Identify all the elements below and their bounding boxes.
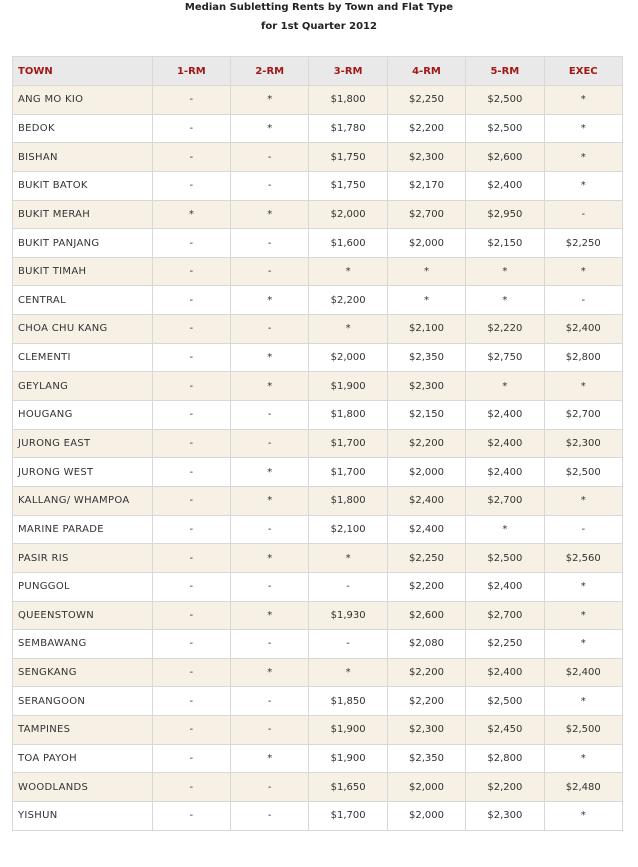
rm3-cell: $1,600 — [309, 229, 387, 258]
rm1-cell: - — [152, 515, 230, 544]
rm1-cell: - — [152, 143, 230, 172]
rm5-cell: * — [466, 372, 544, 401]
table-row — [13, 143, 623, 172]
rm2-cell: - — [231, 257, 309, 286]
rm2-cell: * — [231, 486, 309, 515]
table-row — [13, 744, 623, 773]
table-row — [13, 401, 623, 430]
exec-cell: - — [544, 515, 622, 544]
exec-cell: $2,700 — [544, 401, 622, 430]
rm3-cell: * — [309, 315, 387, 344]
rm3-cell: $1,780 — [309, 114, 387, 143]
exec-cell: $2,480 — [544, 773, 622, 802]
table-row — [13, 658, 623, 687]
rm3-cell: $2,000 — [309, 343, 387, 372]
rm1-cell: - — [152, 544, 230, 573]
rm5-cell: $2,600 — [466, 143, 544, 172]
table-row — [13, 114, 623, 143]
exec-cell: - — [544, 286, 622, 315]
rm2-cell: - — [231, 401, 309, 430]
table-row — [13, 86, 623, 115]
rm5-cell: $2,450 — [466, 716, 544, 745]
town-cell: SENGKANG — [13, 658, 153, 687]
exec-cell: $2,400 — [544, 315, 622, 344]
rm3-cell: $1,800 — [309, 486, 387, 515]
exec-cell: * — [544, 114, 622, 143]
rm1-cell: - — [152, 171, 230, 200]
rm3-cell: $1,850 — [309, 687, 387, 716]
town-cell: CENTRAL — [13, 286, 153, 315]
rm4-cell: $2,300 — [387, 372, 465, 401]
rm5-cell: $2,950 — [466, 200, 544, 229]
rm4-cell: $2,300 — [387, 716, 465, 745]
rm2-cell: * — [231, 286, 309, 315]
rm3-cell: $1,900 — [309, 744, 387, 773]
town-cell: PASIR RIS — [13, 544, 153, 573]
town-cell: WOODLANDS — [13, 773, 153, 802]
table-row — [13, 601, 623, 630]
town-cell: SEMBAWANG — [13, 630, 153, 659]
column-header-3rm: 3-RM — [309, 57, 387, 86]
rm5-cell: * — [466, 257, 544, 286]
town-cell: JURONG WEST — [13, 458, 153, 487]
rm1-cell: - — [152, 572, 230, 601]
rm3-cell: * — [309, 658, 387, 687]
rm5-cell: $2,150 — [466, 229, 544, 258]
rm1-cell: - — [152, 630, 230, 659]
rm5-cell: $2,750 — [466, 343, 544, 372]
rm1-cell: - — [152, 744, 230, 773]
rm3-cell: $2,000 — [309, 200, 387, 229]
exec-cell: $2,300 — [544, 429, 622, 458]
exec-cell: * — [544, 687, 622, 716]
exec-cell: * — [544, 143, 622, 172]
table-row — [13, 687, 623, 716]
exec-cell: $2,250 — [544, 229, 622, 258]
town-cell: BUKIT BATOK — [13, 171, 153, 200]
town-cell: BUKIT MERAH — [13, 200, 153, 229]
table-row — [13, 630, 623, 659]
rm1-cell: - — [152, 716, 230, 745]
exec-cell: * — [544, 630, 622, 659]
table-row — [13, 802, 623, 831]
rm4-cell: $2,400 — [387, 486, 465, 515]
table-row — [13, 486, 623, 515]
column-header-5rm: 5-RM — [466, 57, 544, 86]
rm1-cell: - — [152, 114, 230, 143]
rm3-cell: * — [309, 544, 387, 573]
rm4-cell: $2,000 — [387, 802, 465, 831]
exec-cell: * — [544, 171, 622, 200]
rm3-cell: $1,900 — [309, 716, 387, 745]
rm2-cell: - — [231, 802, 309, 831]
town-cell: QUEENSTOWN — [13, 601, 153, 630]
rm1-cell: - — [152, 802, 230, 831]
town-cell: CLEMENTI — [13, 343, 153, 372]
town-cell: CHOA CHU KANG — [13, 315, 153, 344]
rm2-cell: * — [231, 200, 309, 229]
town-cell: BEDOK — [13, 114, 153, 143]
column-header-1rm: 1-RM — [152, 57, 230, 86]
rm4-cell: $2,170 — [387, 171, 465, 200]
rm5-cell: $2,220 — [466, 315, 544, 344]
rm4-cell: $2,350 — [387, 744, 465, 773]
rm2-cell: * — [231, 114, 309, 143]
town-cell: PUNGGOL — [13, 572, 153, 601]
exec-cell: * — [544, 486, 622, 515]
rm5-cell: $2,400 — [466, 458, 544, 487]
rm3-cell: $1,930 — [309, 601, 387, 630]
rm1-cell: - — [152, 401, 230, 430]
rm3-cell: $2,200 — [309, 286, 387, 315]
rm4-cell: $2,400 — [387, 515, 465, 544]
exec-cell: $2,500 — [544, 458, 622, 487]
rm2-cell: * — [231, 544, 309, 573]
town-cell: TAMPINES — [13, 716, 153, 745]
table-row — [13, 716, 623, 745]
rm4-cell: $2,000 — [387, 229, 465, 258]
rm1-cell: - — [152, 773, 230, 802]
rm4-cell: $2,100 — [387, 315, 465, 344]
rm4-cell: $2,000 — [387, 773, 465, 802]
rm5-cell: $2,400 — [466, 572, 544, 601]
rm5-cell: $2,400 — [466, 171, 544, 200]
rm4-cell: $2,600 — [387, 601, 465, 630]
table-row — [13, 229, 623, 258]
rm4-cell: $2,200 — [387, 429, 465, 458]
rm2-cell: - — [231, 773, 309, 802]
rm1-cell: - — [152, 257, 230, 286]
rm5-cell: $2,700 — [466, 601, 544, 630]
exec-cell: * — [544, 744, 622, 773]
rm4-cell: $2,250 — [387, 86, 465, 115]
rm3-cell: $1,800 — [309, 86, 387, 115]
rm1-cell: - — [152, 687, 230, 716]
rm3-cell: $1,700 — [309, 429, 387, 458]
rm2-cell: - — [231, 315, 309, 344]
page-title: Median Subletting Rents by Town and Flat Type — [184, 2, 454, 13]
table-row — [13, 372, 623, 401]
rm1-cell: - — [152, 429, 230, 458]
rm2-cell: - — [231, 429, 309, 458]
rm2-cell: * — [231, 601, 309, 630]
rm1-cell: - — [152, 372, 230, 401]
rm1-cell: - — [152, 229, 230, 258]
rm1-cell: - — [152, 486, 230, 515]
rm2-cell: - — [231, 572, 309, 601]
rm5-cell: $2,500 — [466, 687, 544, 716]
rm2-cell: - — [231, 143, 309, 172]
rm1-cell: - — [152, 658, 230, 687]
rm2-cell: * — [231, 458, 309, 487]
town-cell: BUKIT TIMAH — [13, 257, 153, 286]
exec-cell: * — [544, 86, 622, 115]
rm4-cell: $2,350 — [387, 343, 465, 372]
rm5-cell: $2,400 — [466, 658, 544, 687]
rm4-cell: $2,080 — [387, 630, 465, 659]
town-cell: MARINE PARADE — [13, 515, 153, 544]
exec-cell: $2,400 — [544, 658, 622, 687]
rm4-cell: $2,250 — [387, 544, 465, 573]
column-header-2rm: 2-RM — [231, 57, 309, 86]
exec-cell: * — [544, 257, 622, 286]
rm1-cell: - — [152, 601, 230, 630]
rm3-cell: $2,100 — [309, 515, 387, 544]
rm1-cell: * — [152, 200, 230, 229]
table-row — [13, 544, 623, 573]
rm1-cell: - — [152, 286, 230, 315]
rm3-cell: - — [309, 630, 387, 659]
table-row — [13, 773, 623, 802]
table-row — [13, 343, 623, 372]
rm5-cell: $2,400 — [466, 401, 544, 430]
town-cell: YISHUN — [13, 802, 153, 831]
rm3-cell: $1,650 — [309, 773, 387, 802]
column-header-town: TOWN — [13, 57, 153, 86]
table-row — [13, 200, 623, 229]
rm2-cell: * — [231, 658, 309, 687]
table-row — [13, 572, 623, 601]
town-cell: BUKIT PANJANG — [13, 229, 153, 258]
rm3-cell: $1,800 — [309, 401, 387, 430]
rm5-cell: $2,200 — [466, 773, 544, 802]
town-cell: TOA PAYOH — [13, 744, 153, 773]
rm4-cell: * — [387, 257, 465, 286]
rm2-cell: * — [231, 86, 309, 115]
exec-cell: * — [544, 802, 622, 831]
table-row — [13, 315, 623, 344]
rm5-cell: $2,300 — [466, 802, 544, 831]
rm4-cell: $2,200 — [387, 572, 465, 601]
town-cell: KALLANG/ WHAMPOA — [13, 486, 153, 515]
town-cell: ANG MO KIO — [13, 86, 153, 115]
rm1-cell: - — [152, 458, 230, 487]
rm3-cell: $1,700 — [309, 458, 387, 487]
column-header-4rm: 4-RM — [387, 57, 465, 86]
rm4-cell: $2,200 — [387, 687, 465, 716]
exec-cell: * — [544, 372, 622, 401]
column-header-exec: EXEC — [544, 57, 622, 86]
rm5-cell: $2,400 — [466, 429, 544, 458]
exec-cell: $2,560 — [544, 544, 622, 573]
rm1-cell: - — [152, 86, 230, 115]
table-header-row — [13, 57, 623, 86]
rm3-cell: $1,750 — [309, 143, 387, 172]
rm4-cell: $2,700 — [387, 200, 465, 229]
exec-cell: - — [544, 200, 622, 229]
rm4-cell: $2,150 — [387, 401, 465, 430]
exec-cell: $2,500 — [544, 716, 622, 745]
rm2-cell: * — [231, 343, 309, 372]
town-cell: HOUGANG — [13, 401, 153, 430]
rm2-cell: - — [231, 630, 309, 659]
table-row — [13, 429, 623, 458]
rm2-cell: - — [231, 716, 309, 745]
rm4-cell: * — [387, 286, 465, 315]
rm1-cell: - — [152, 343, 230, 372]
town-cell: GEYLANG — [13, 372, 153, 401]
exec-cell: * — [544, 601, 622, 630]
rm5-cell: $2,500 — [466, 86, 544, 115]
table-row — [13, 257, 623, 286]
rm2-cell: - — [231, 171, 309, 200]
rm4-cell: $2,200 — [387, 114, 465, 143]
rm3-cell: $1,700 — [309, 802, 387, 831]
rm2-cell: - — [231, 229, 309, 258]
rm5-cell: * — [466, 515, 544, 544]
rm4-cell: $2,200 — [387, 658, 465, 687]
rm2-cell: * — [231, 744, 309, 773]
table-row — [13, 515, 623, 544]
town-cell: SERANGOON — [13, 687, 153, 716]
rm2-cell: * — [231, 372, 309, 401]
rm5-cell: $2,250 — [466, 630, 544, 659]
table-row — [13, 171, 623, 200]
table-row — [13, 286, 623, 315]
rm2-cell: - — [231, 515, 309, 544]
rm5-cell: * — [466, 286, 544, 315]
town-cell: JURONG EAST — [13, 429, 153, 458]
rm1-cell: - — [152, 315, 230, 344]
rents-table — [12, 56, 623, 831]
rm5-cell: $2,800 — [466, 744, 544, 773]
rm3-cell: $1,750 — [309, 171, 387, 200]
town-cell: BISHAN — [13, 143, 153, 172]
table-body — [13, 86, 623, 831]
exec-cell: * — [544, 572, 622, 601]
rm5-cell: $2,700 — [466, 486, 544, 515]
rm3-cell: - — [309, 572, 387, 601]
rm5-cell: $2,500 — [466, 544, 544, 573]
rm3-cell: $1,900 — [309, 372, 387, 401]
rm4-cell: $2,000 — [387, 458, 465, 487]
rm2-cell: - — [231, 687, 309, 716]
page-subtitle: for 1st Quarter 2012 — [261, 21, 377, 32]
rm4-cell: $2,300 — [387, 143, 465, 172]
table-row — [13, 458, 623, 487]
rm3-cell: * — [309, 257, 387, 286]
exec-cell: $2,800 — [544, 343, 622, 372]
rm5-cell: $2,500 — [466, 114, 544, 143]
